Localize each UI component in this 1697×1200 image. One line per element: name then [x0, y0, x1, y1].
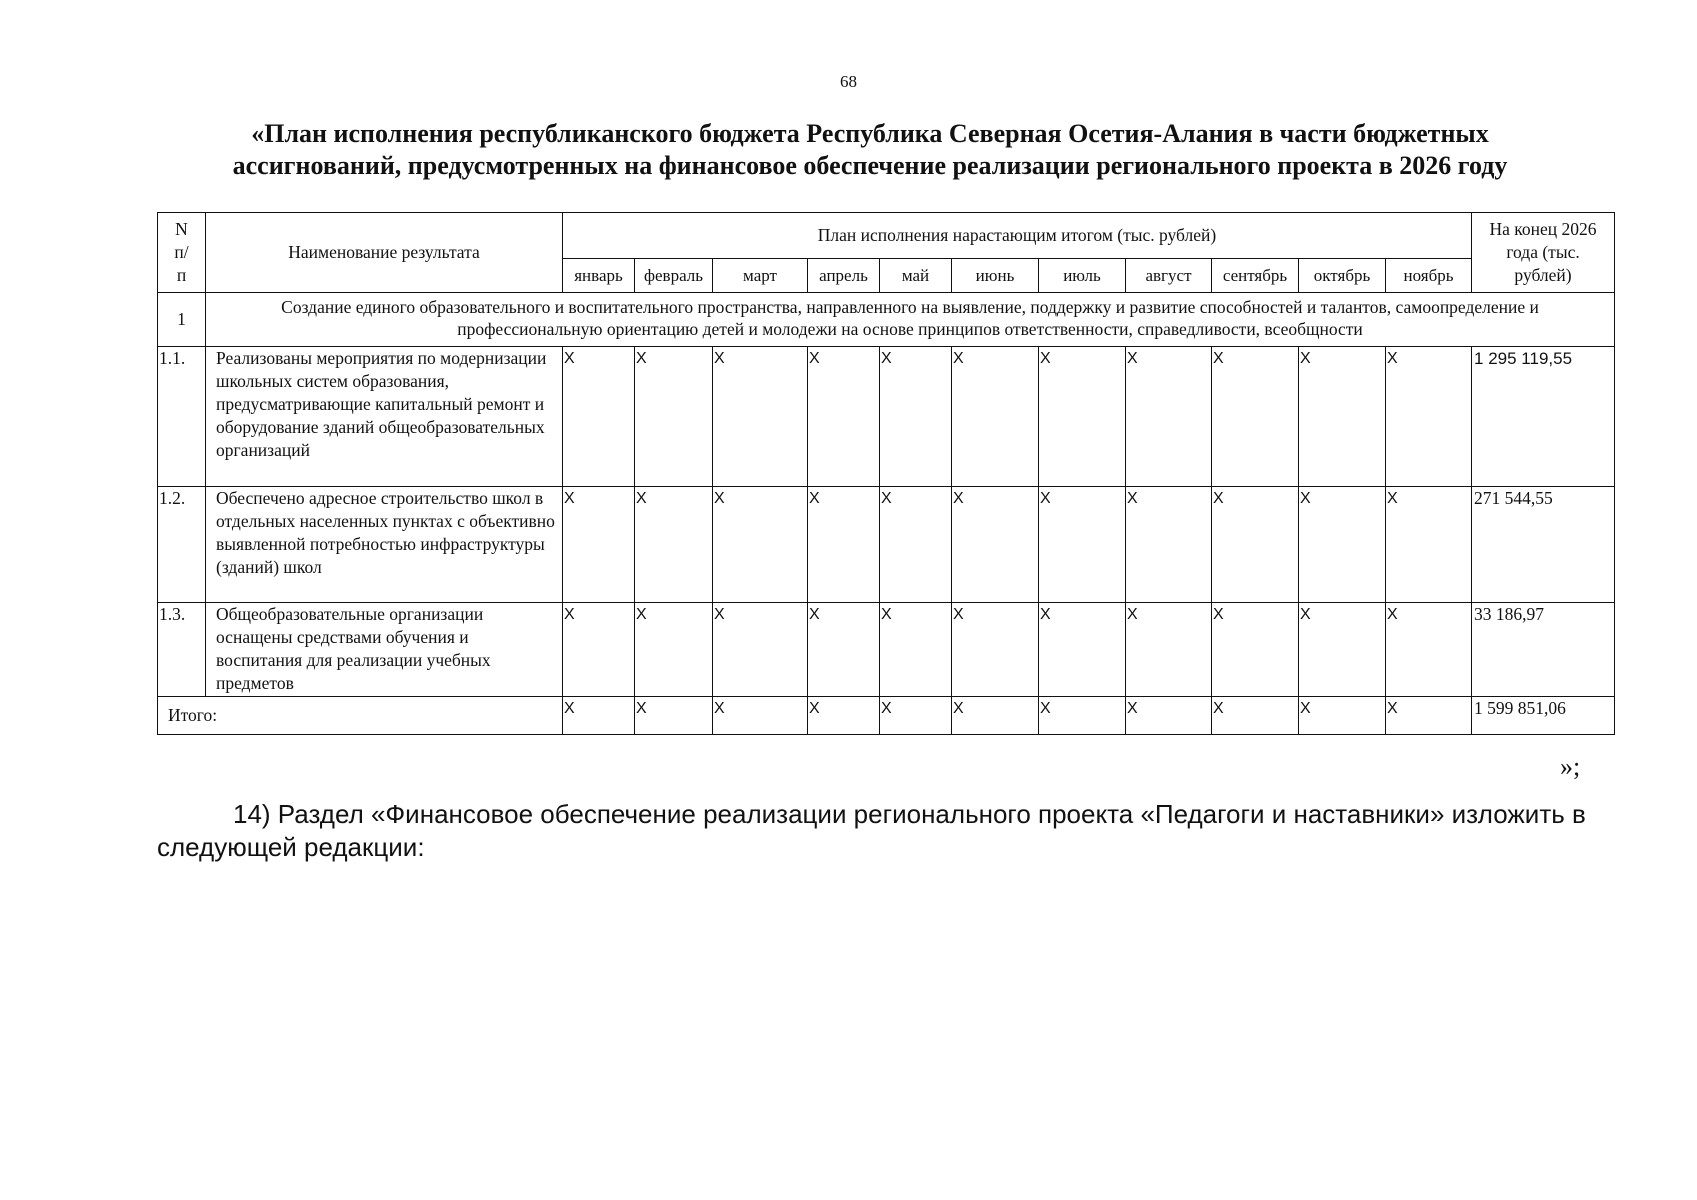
header-month: март — [713, 259, 808, 293]
month-cell: X — [1299, 347, 1386, 487]
month-cell: X — [880, 487, 952, 603]
month-cell: X — [1039, 603, 1126, 697]
month-cell: X — [1126, 697, 1212, 735]
page-number: 68 — [840, 72, 857, 91]
total-row — [158, 697, 1615, 735]
header-result-name: Наименование результата — [206, 213, 563, 293]
title-line-1: «План исполнения республиканского бюджета Республика Северная Осетия-Алания в части бюджетных — [251, 119, 1489, 148]
header-month: ноябрь — [1386, 259, 1472, 293]
month-cell: X — [1126, 347, 1212, 487]
month-cell: X — [1212, 603, 1299, 697]
section-number: 1 — [158, 293, 206, 347]
month-cell: X — [1299, 603, 1386, 697]
month-cell: X — [1299, 697, 1386, 735]
table-row — [158, 347, 1615, 487]
month-cell: X — [1212, 697, 1299, 735]
row-result-name: Реализованы мероприятия по модернизации школьных систем образования, предусматривающие капитальный ремонт и оборудование зданий общеобразовательных организаций — [206, 347, 563, 487]
month-cell: X — [880, 603, 952, 697]
header-month: апрель — [808, 259, 880, 293]
closing-quote: »; — [1560, 752, 1581, 781]
month-cell: X — [808, 487, 880, 603]
month-cell: X — [1126, 487, 1212, 603]
month-cell: X — [713, 697, 808, 735]
row-result-name: Обеспечено адресное строительство школ в отдельных населенных пунктах с объективно выявленной потребностью инфраструктуры (зданий) школ — [206, 487, 563, 603]
document-title — [150, 118, 1590, 182]
header-month: январь — [563, 259, 635, 293]
section-title: Создание единого образовательного и воспитательного пространства, направленного на выявление, поддержку и развитие способностей и талантов, самоопределение и профессиональную ориентацию детей и молодежи на основе принципов ответственности, справедливости, всеобщности — [206, 293, 1615, 347]
month-cell: X — [713, 347, 808, 487]
header-plan-cumulative: План исполнения нарастающим итогом (тыс. рублей) — [563, 213, 1472, 259]
month-cell: X — [1386, 347, 1472, 487]
month-cell: X — [1386, 697, 1472, 735]
header-month: июль — [1039, 259, 1126, 293]
month-cell: X — [880, 347, 952, 487]
row-end-of-year-amount: 271 544,55 — [1472, 487, 1615, 603]
budget-plan-table — [157, 212, 1615, 735]
month-cell: X — [563, 603, 635, 697]
title-line-2: ассигнований, предусмотренных на финансовое обеспечение реализации регионального проекта в 2026 году — [232, 151, 1508, 180]
month-cell: X — [952, 347, 1039, 487]
month-cell: X — [563, 697, 635, 735]
row-number: 1.2. — [158, 487, 206, 603]
total-label: Итого: — [158, 697, 563, 735]
month-cell: X — [1212, 487, 1299, 603]
table-row — [158, 487, 1615, 603]
month-cell: X — [808, 347, 880, 487]
month-cell: X — [713, 487, 808, 603]
month-cell: X — [635, 487, 713, 603]
month-cell: X — [713, 603, 808, 697]
amendment-paragraph: 14) Раздел «Финансовое обеспечение реализации регионального проекта «Педагоги и наставники» изложить в следующей редакции: — [157, 799, 1586, 862]
month-cell: X — [952, 697, 1039, 735]
month-cell: X — [808, 603, 880, 697]
row-number: 1.1. — [158, 347, 206, 487]
month-cell: X — [952, 487, 1039, 603]
header-end-of-year: На конец 2026 года (тыс. рублей) — [1472, 213, 1615, 293]
month-cell: X — [1126, 603, 1212, 697]
month-cell: X — [563, 487, 635, 603]
total-end-of-year-amount: 1 599 851,06 — [1472, 697, 1615, 735]
month-cell: X — [1039, 347, 1126, 487]
month-cell: X — [1386, 603, 1472, 697]
table-row — [158, 603, 1615, 697]
header-month: февраль — [635, 259, 713, 293]
month-cell: X — [1212, 347, 1299, 487]
month-cell: X — [1299, 487, 1386, 603]
header-month: май — [880, 259, 952, 293]
header-month: октябрь — [1299, 259, 1386, 293]
month-cell: X — [1039, 487, 1126, 603]
month-cell: X — [1039, 697, 1126, 735]
header-month: июнь — [952, 259, 1039, 293]
month-cell: X — [880, 697, 952, 735]
month-cell: X — [635, 347, 713, 487]
month-cell: X — [808, 697, 880, 735]
row-number: 1.3. — [158, 603, 206, 697]
row-end-of-year-amount: 33 186,97 — [1472, 603, 1615, 697]
month-cell: X — [635, 603, 713, 697]
month-cell: X — [1386, 487, 1472, 603]
header-number: N п/ п — [158, 213, 206, 293]
month-cell: X — [563, 347, 635, 487]
row-end-of-year-amount: 1 295 119,55 — [1472, 347, 1615, 487]
month-cell: X — [635, 697, 713, 735]
month-cell: X — [952, 603, 1039, 697]
row-result-name: Общеобразовательные организации оснащены средствами обучения и воспитания для реализации учебных предметов — [206, 603, 563, 697]
header-month: август — [1126, 259, 1212, 293]
header-month: сентябрь — [1212, 259, 1299, 293]
